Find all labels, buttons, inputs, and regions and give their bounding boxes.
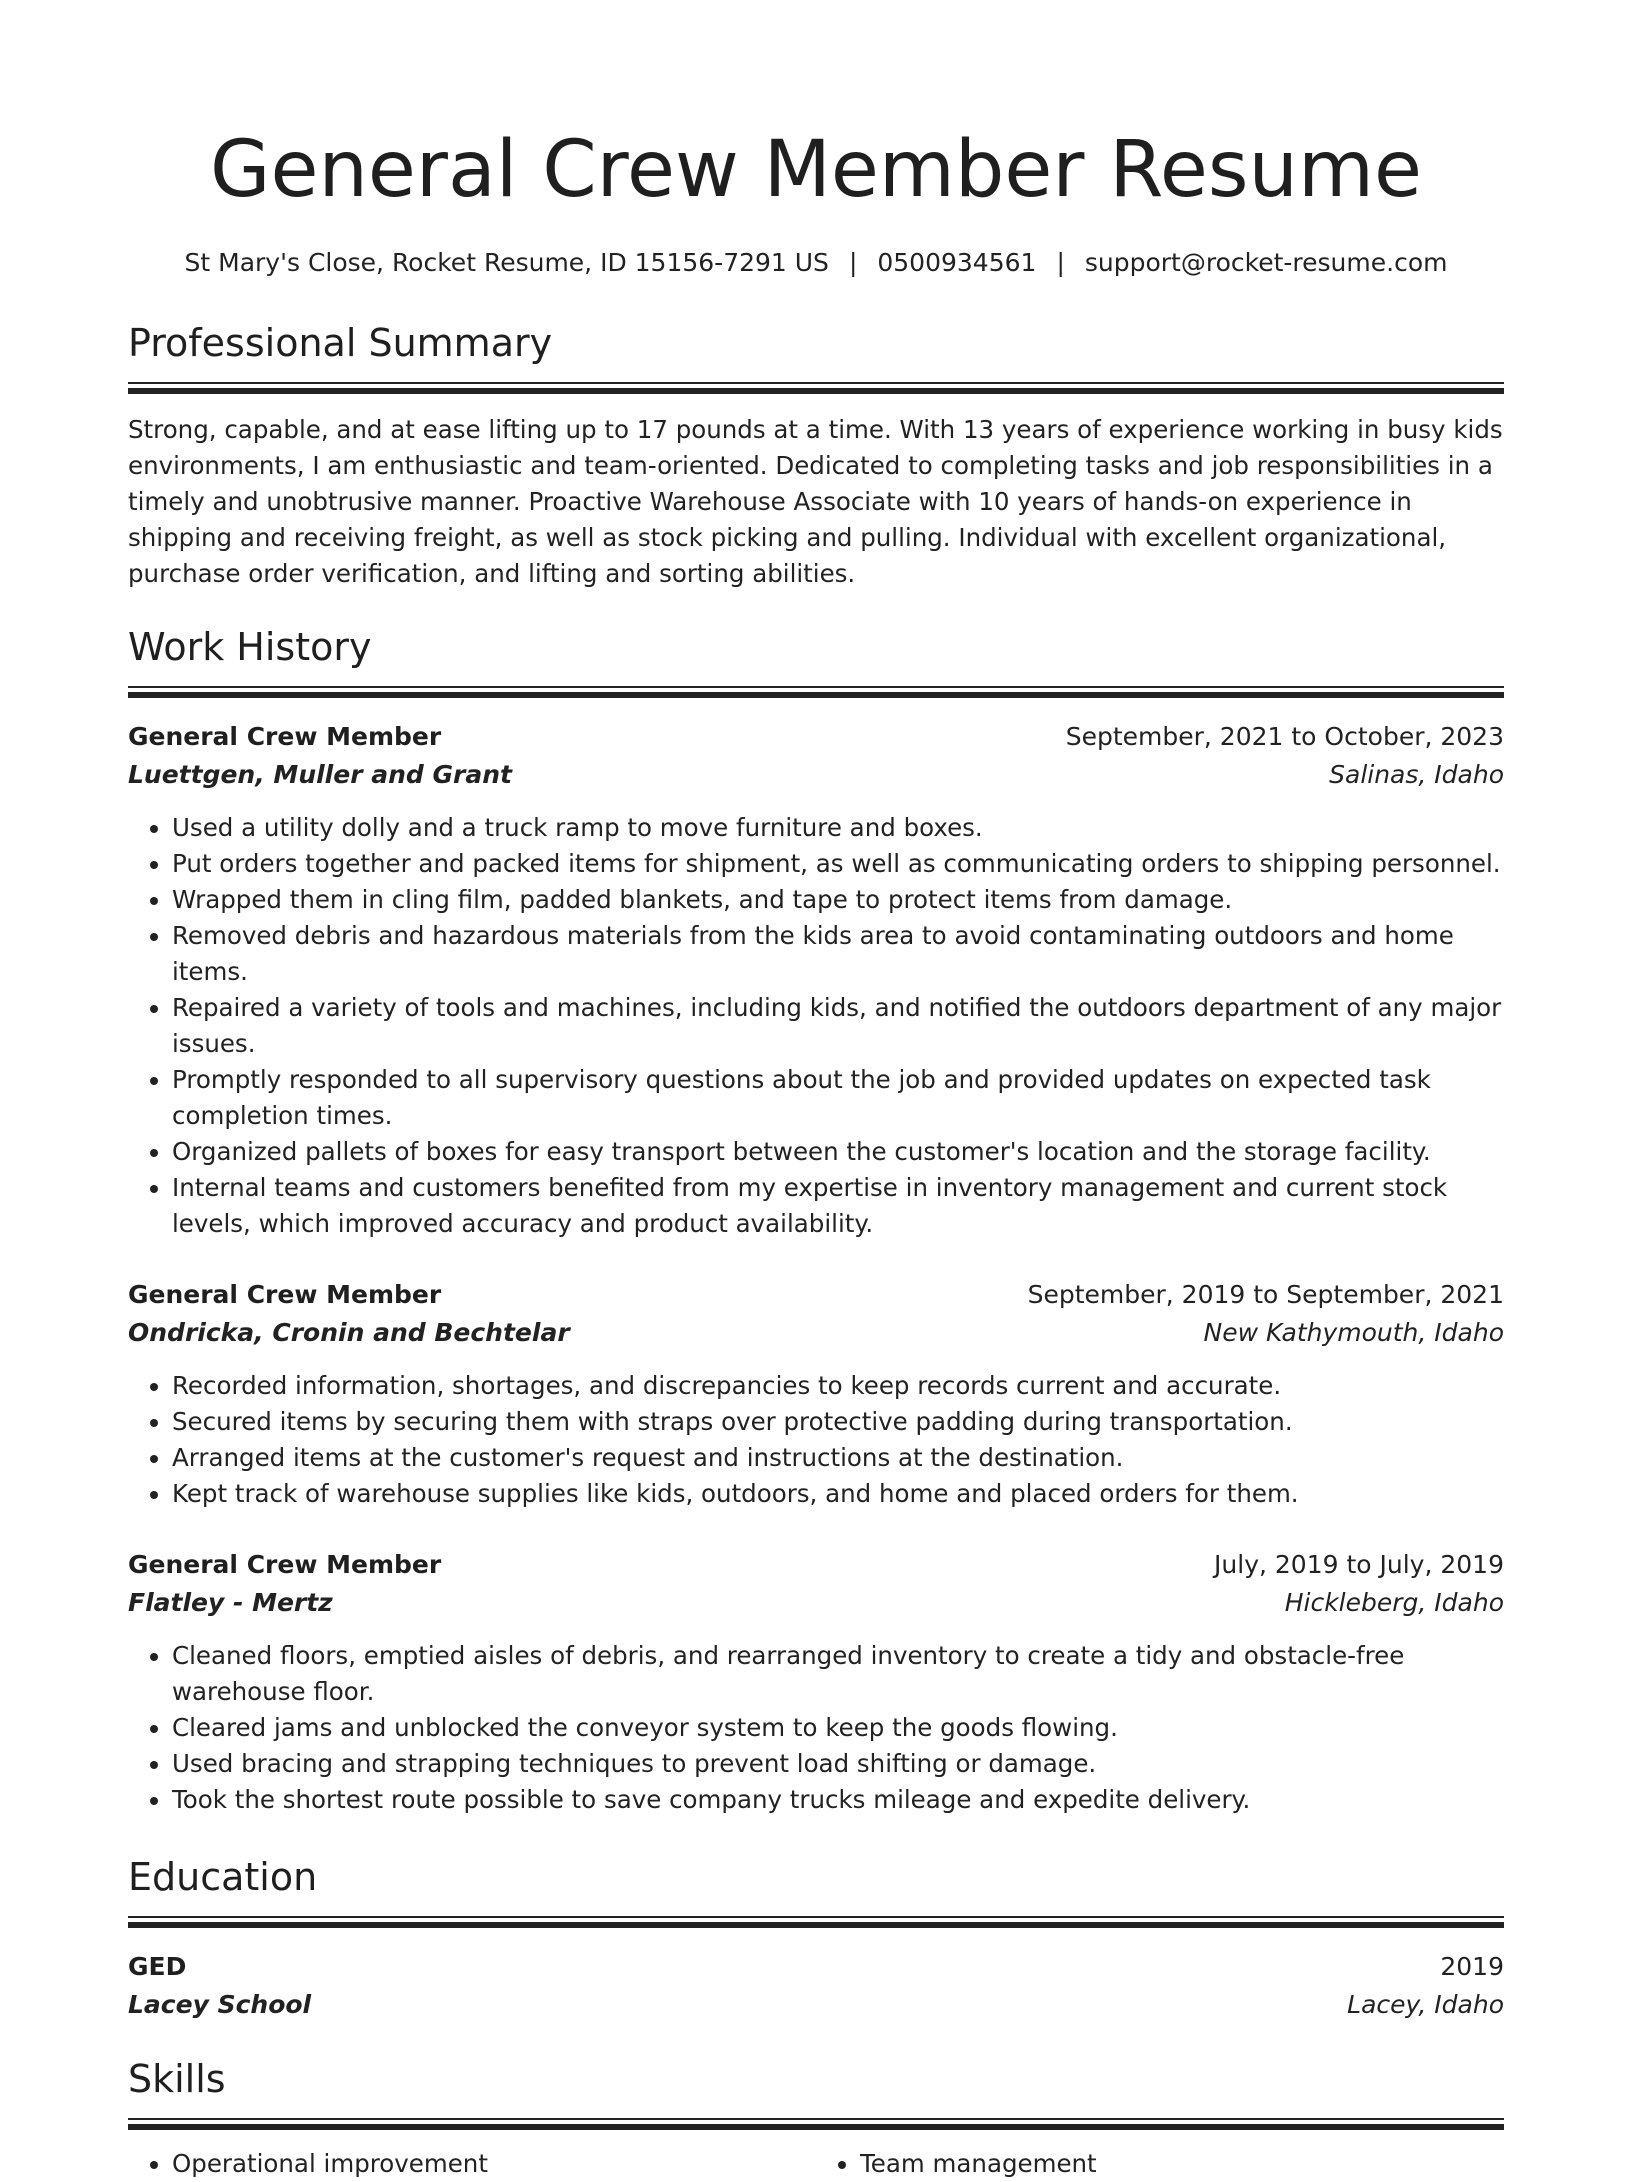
education-degree: GED [128, 1952, 187, 1981]
job-bullet: • Used a utility dolly and a truck ramp to move furniture and boxes. [172, 810, 1504, 846]
section-divider [128, 382, 1504, 394]
job-entry [128, 1276, 1504, 1512]
section-divider [128, 2118, 1504, 2130]
job-company: Ondricka, Cronin and Bechtelar [128, 1318, 570, 1347]
contact-separator: | [848, 248, 858, 277]
job-company: Luettgen, Muller and Grant [128, 760, 512, 789]
education-location: Lacey, Idaho [1347, 1990, 1504, 2019]
job-bullets [128, 1638, 1504, 1818]
job-bullet: • Used bracing and strapping techniques to prevent load shifting or damage. [172, 1746, 1504, 1782]
job-dates: September, 2019 to September, 2021 [1027, 1280, 1504, 1309]
job-bullet: • Internal teams and customers benefited from my expertise in inventory management and current stock levels, which improved accuracy and product availability. [172, 1170, 1504, 1242]
education-section [128, 1852, 1504, 2024]
section-divider [128, 686, 1504, 698]
job-company-row [128, 1314, 1504, 1352]
job-title: General Crew Member [128, 1280, 442, 1309]
contact-phone: 0500934561 [877, 248, 1037, 277]
job-title: General Crew Member [128, 722, 442, 751]
skill-item: • Team management [860, 2146, 1504, 2182]
contact-address: St Mary's Close, Rocket Resume, ID 15156-7291 US [184, 248, 829, 277]
job-location: Salinas, Idaho [1329, 760, 1504, 789]
professional-summary-section [128, 318, 1504, 592]
education-year: 2019 [1440, 1952, 1504, 1981]
job-bullet: • Cleaned floors, emptied aisles of debris, and rearranged inventory to create a tidy and obstacle-free warehouse floor. [172, 1638, 1504, 1710]
job-bullet: • Secured items by securing them with straps over protective padding during transportation. [172, 1404, 1504, 1440]
education-school: Lacey School [128, 1990, 312, 2019]
job-title: General Crew Member [128, 1550, 442, 1579]
contact-email: support@rocket-resume.com [1084, 248, 1448, 277]
skills-grid [128, 2146, 1504, 2182]
skill-item: • Operational improvement [172, 2146, 816, 2182]
work-history-section [128, 622, 1504, 1818]
contact-separator: | [1056, 248, 1065, 277]
section-divider [128, 1916, 1504, 1928]
section-heading-work: Work History [128, 625, 372, 669]
section-heading-education: Education [128, 1855, 318, 1899]
job-header-row [128, 1546, 1504, 1584]
job-bullet: • Arranged items at the customer's request and instructions at the destination. [172, 1440, 1504, 1476]
contact-line [128, 246, 1504, 280]
skills-column-right [816, 2146, 1504, 2182]
job-bullet: • Kept track of warehouse supplies like kids, outdoors, and home and placed orders for them. [172, 1476, 1504, 1512]
job-header-row [128, 718, 1504, 756]
education-header-row [128, 1948, 1504, 1986]
job-header-row [128, 1276, 1504, 1314]
job-dates: September, 2021 to October, 2023 [1065, 722, 1504, 751]
job-bullet: • Put orders together and packed items for shipment, as well as communicating orders to shipping personnel. [172, 846, 1504, 882]
job-company-row [128, 1584, 1504, 1622]
job-location: New Kathymouth, Idaho [1203, 1318, 1504, 1347]
education-entry [128, 1948, 1504, 2024]
job-dates: July, 2019 to July, 2019 [1214, 1550, 1504, 1579]
job-location: Hickleberg, Idaho [1284, 1588, 1504, 1617]
job-bullet: • Removed debris and hazardous materials from the kids area to avoid contaminating outdoors and home items. [172, 918, 1504, 990]
education-school-row [128, 1986, 1504, 2024]
job-company: Flatley - Mertz [128, 1588, 333, 1617]
section-heading-skills: Skills [128, 2057, 226, 2101]
job-entry [128, 718, 1504, 1242]
skills-column-left [128, 2146, 816, 2182]
job-bullet: • Recorded information, shortages, and discrepancies to keep records current and accurate. [172, 1368, 1504, 1404]
resume-title: General Crew Member Resume [210, 125, 1422, 215]
job-bullet: • Repaired a variety of tools and machines, including kids, and notified the outdoors department of any major issues. [172, 990, 1504, 1062]
job-bullet: • Promptly responded to all supervisory questions about the job and provided updates on expected task completion times. [172, 1062, 1504, 1134]
job-entry [128, 1546, 1504, 1818]
job-bullets [128, 810, 1504, 1242]
job-company-row [128, 756, 1504, 794]
section-heading-summary: Professional Summary [128, 321, 553, 365]
skills-section [128, 2054, 1504, 2182]
job-bullets [128, 1368, 1504, 1512]
job-bullet: • Took the shortest route possible to save company trucks mileage and expedite delivery. [172, 1782, 1504, 1818]
job-bullet: • Wrapped them in cling film, padded blankets, and tape to protect items from damage. [172, 882, 1504, 918]
summary-text: Strong, capable, and at ease lifting up to 17 pounds at a time. With 13 years of experience working in busy kids environments, I am enthusiastic and team-oriented. Dedicated to completing tasks and job responsibilities in a timely and unobtrusive manner. Proactive Warehouse Associate with 10 years of hands-on experience in shipping and receiving freight, as well as stock picking and pulling. Individual with excellent organizational, purchase order verification, and lifting and sorting abilities. [128, 415, 1503, 588]
job-bullet: • Organized pallets of boxes for easy transport between the customer's location and the storage facility. [172, 1134, 1504, 1170]
job-bullet: • Cleared jams and unblocked the conveyor system to keep the goods flowing. [172, 1710, 1504, 1746]
